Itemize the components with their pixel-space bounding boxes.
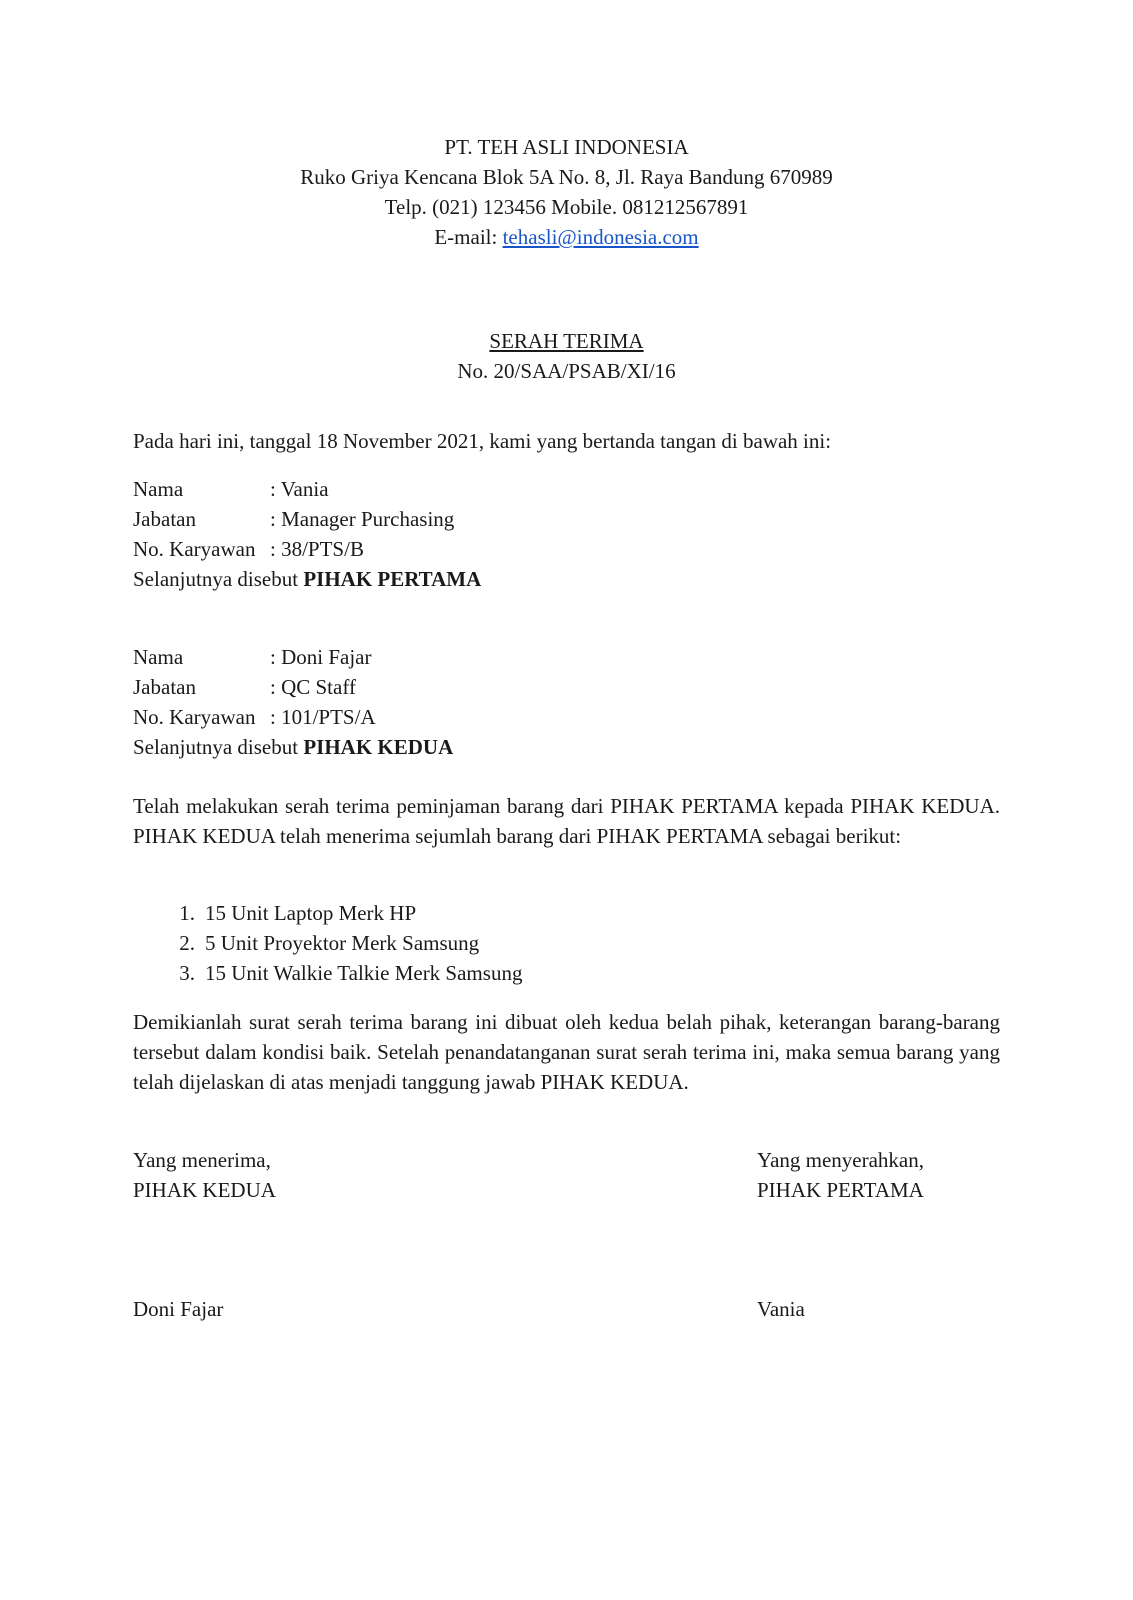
list-item [133, 928, 522, 958]
position-value: : Manager Purchasing [270, 507, 455, 531]
designation-value: PIHAK PERTAMA [303, 567, 482, 591]
receiver-label: Yang menerima, [133, 1148, 271, 1172]
name-label: Nama [133, 477, 184, 501]
intro-paragraph: Pada hari ini, tanggal 18 November 2021, kami yang bertanda tangan di bawah ini: [133, 429, 832, 453]
item-text: 15 Unit Walkie Talkie Merk Samsung [205, 961, 523, 985]
letterhead [0, 132, 1133, 252]
item-number: 3. [179, 961, 195, 985]
employee-value: : 38/PTS/B [270, 537, 364, 561]
giver-signature-block [757, 1145, 924, 1205]
position-label: Jabatan [133, 675, 196, 699]
item-text: 15 Unit Laptop Merk HP [205, 901, 417, 925]
statement-paragraph: Telah melakukan serah terima peminjaman barang dari PIHAK PERTAMA kepada PIHAK KEDUA. PIHAK KEDUA telah menerima sejumlah barang dari PIHAK PERTAMA sebagai berikut: [133, 794, 1000, 848]
document-number: No. 20/SAA/PSAB/XI/16 [457, 359, 676, 383]
item-number: 1. [179, 901, 195, 925]
giver-signatory-name: Vania [757, 1297, 805, 1321]
name-value: : Vania [270, 477, 329, 501]
party-one-block [133, 474, 481, 594]
party-two-position-row [133, 672, 453, 702]
list-item [133, 898, 522, 928]
name-label: Nama [133, 645, 184, 669]
receiver-signatory-name: Doni Fajar [133, 1297, 224, 1321]
party-two-name-row [133, 642, 453, 672]
item-text: 5 Unit Proyektor Merk Samsung [205, 931, 480, 955]
company-email-line [0, 222, 1133, 252]
receiver-signature-block [133, 1145, 276, 1205]
receiver-party: PIHAK KEDUA [133, 1178, 276, 1202]
party-one-employee-row [133, 534, 481, 564]
employee-label: No. Karyawan [133, 705, 256, 729]
party-one-position-row [133, 504, 481, 534]
party-one-name-row [133, 474, 481, 504]
company-phone: Telp. (021) 123456 Mobile. 081212567891 [384, 195, 749, 219]
item-list [133, 898, 522, 988]
position-label: Jabatan [133, 507, 196, 531]
company-address: Ruko Griya Kencana Blok 5A No. 8, Jl. Raya Bandung 670989 [300, 165, 833, 189]
designation-value: PIHAK KEDUA [303, 735, 454, 759]
giver-label: Yang menyerahkan, [757, 1148, 924, 1172]
giver-party: PIHAK PERTAMA [757, 1178, 924, 1202]
document-title: SERAH TERIMA [489, 329, 644, 353]
list-item [133, 958, 522, 988]
party-two-employee-row [133, 702, 453, 732]
name-value: : Doni Fajar [270, 645, 372, 669]
designation-prefix: Selanjutnya disebut [133, 567, 299, 591]
position-value: : QC Staff [270, 675, 356, 699]
employee-value: : 101/PTS/A [270, 705, 376, 729]
designation-prefix: Selanjutnya disebut [133, 735, 299, 759]
item-number: 2. [179, 931, 195, 955]
party-two-designation [133, 732, 453, 762]
company-name: PT. TEH ASLI INDONESIA [444, 135, 689, 159]
employee-label: No. Karyawan [133, 537, 256, 561]
party-two-block [133, 642, 453, 762]
party-one-designation [133, 564, 481, 594]
closing-paragraph: Demikianlah surat serah terima barang ini dibuat oleh kedua belah pihak, keterangan barang-barang tersebut dalam kondisi baik. Setelah penandatanganan surat serah terima ini, maka semua barang yang telah dijelaskan di atas menjadi tanggung jawab PIHAK KEDUA. [133, 1010, 1000, 1094]
email-label: E-mail: [434, 225, 503, 249]
email-link[interactable]: tehasli@indonesia.com [502, 225, 699, 249]
